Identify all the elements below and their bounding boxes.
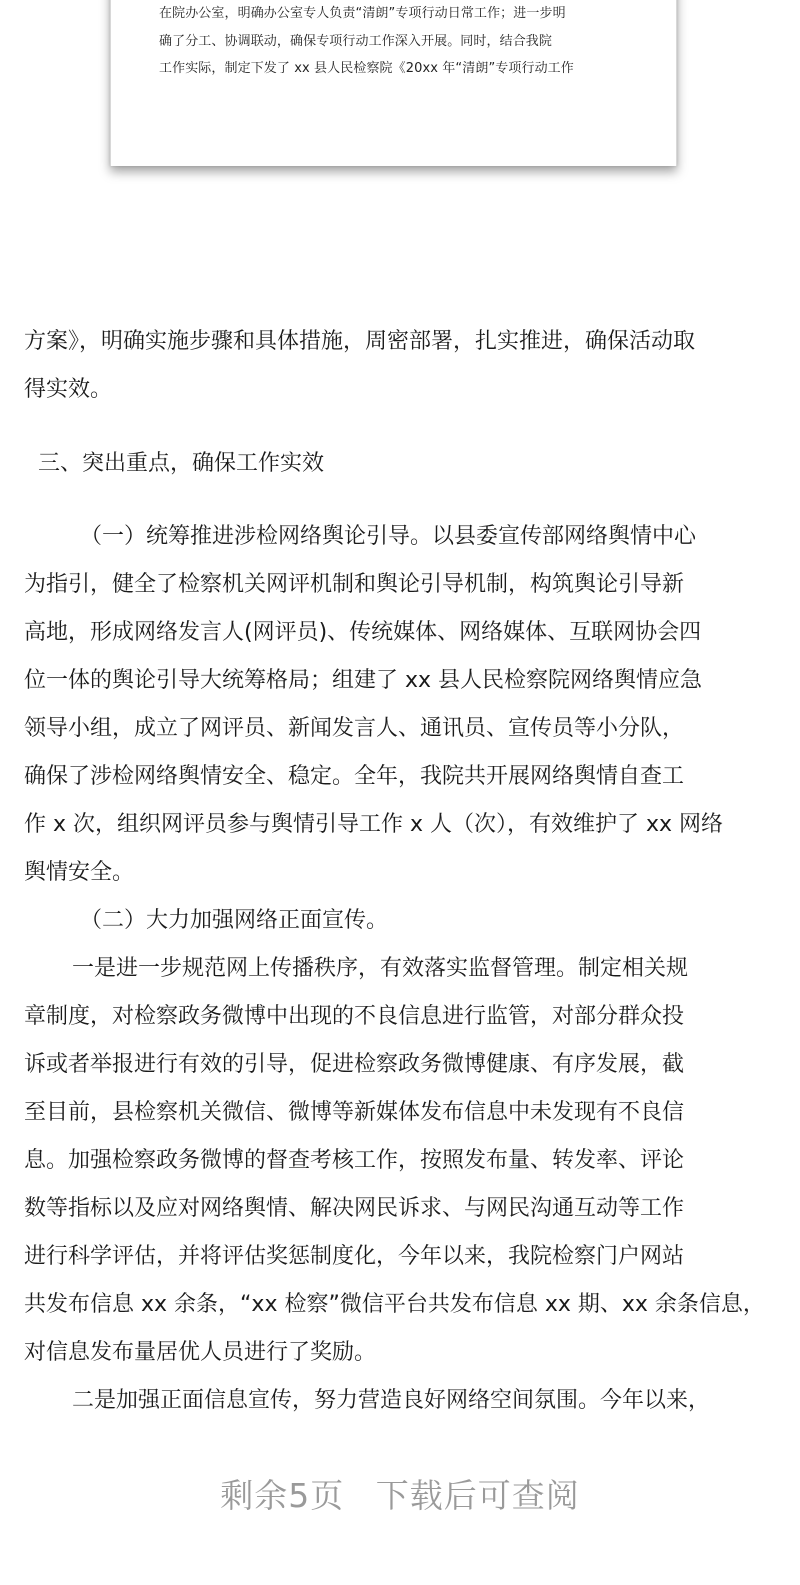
paragraph-line: 进行科学评估，并将评估奖惩制度化，今年以来，我院检察门户网站	[24, 1244, 685, 1269]
download-prompt[interactable]	[0, 1470, 800, 1517]
section-heading-text: 三、突出重点，确保工作实效	[38, 451, 325, 476]
remaining-pages-label: 剩余5页	[220, 1476, 345, 1515]
paragraph-line: 得实效。	[24, 377, 113, 402]
subheading-text: （二）大力加强网络正面宣传。	[80, 908, 389, 933]
paragraph-line: 共发布信息 xx 余条，“xx 检察”微信平台共发布信息 xx 期、xx 余条信息，	[24, 1292, 765, 1317]
paragraph-line: 章制度，对检察政务微博中出现的不良信息进行监管，对部分群众投	[24, 1004, 685, 1029]
paragraph-line: 方案》，明确实施步骤和具体措施，周密部署，扎实推进，确保活动取	[24, 329, 696, 354]
preview-text	[159, 0, 639, 83]
paragraph-line: 数等指标以及应对网络舆情、解决网民诉求、与网民沟通互动等工作	[24, 1196, 685, 1221]
download-to-view-label: 下载后可查阅	[375, 1476, 580, 1515]
paragraph-line: 作 x 次，组织网评员参与舆情引导工作 x 人（次），有效维护了 xx 网络	[24, 812, 724, 837]
preview-line: 工作实际，制定下发了 xx 县人民检察院《20xx 年“清朗”专项行动工作	[159, 61, 574, 76]
paragraph-line: 位一体的舆论引导大统筹格局；组建了 xx 县人民检察院网络舆情应急	[24, 668, 703, 693]
paragraph-line: 领导小组，成立了网评员、新闻发言人、通讯员、宣传员等小分队，	[24, 716, 685, 741]
paragraph-line: 为指引，健全了检察机关网评机制和舆论引导机制，构筑舆论引导新	[24, 572, 685, 597]
paragraph-line: 对信息发布量居优人员进行了奖励。	[24, 1340, 377, 1365]
document-body	[24, 318, 776, 414]
section-heading	[24, 440, 776, 488]
paragraph-line: 一是进一步规范网上传播秩序，有效落实监督管理。制定相关规	[72, 956, 689, 981]
paragraph-line: 舆情安全。	[24, 860, 135, 885]
preview-line: 确了分工、协调联动，确保专项行动工作深入开展。同时，结合我院	[159, 33, 553, 49]
paragraph-block	[24, 513, 776, 1425]
paragraph-line: 确保了涉检网络舆情安全、稳定。全年，我院共开展网络舆情自查工	[24, 764, 685, 789]
paragraph-line: 高地，形成网络发言人(网评员)、传统媒体、网络媒体、互联网协会四	[24, 620, 702, 645]
page-preview-card	[110, 0, 677, 166]
paragraph-line: 诉或者举报进行有效的引导，促进检察政务微博健康、有序发展，截	[24, 1052, 685, 1077]
paragraph-line: （一）统筹推进涉检网络舆论引导。以县委宣传部网络舆情中心	[80, 524, 697, 549]
paragraph-line: 二是加强正面信息宣传，努力营造良好网络空间氛围。今年以来，	[72, 1388, 711, 1413]
preview-line: 在院办公室，明确办公室专人负责“清朗”专项行动日常工作；进一步明	[159, 6, 566, 21]
paragraph-line: 至目前，县检察机关微信、微博等新媒体发布信息中未发现有不良信	[24, 1100, 685, 1125]
paragraph-line: 息。加强检察政务微博的督查考核工作，按照发布量、转发率、评论	[24, 1148, 685, 1173]
